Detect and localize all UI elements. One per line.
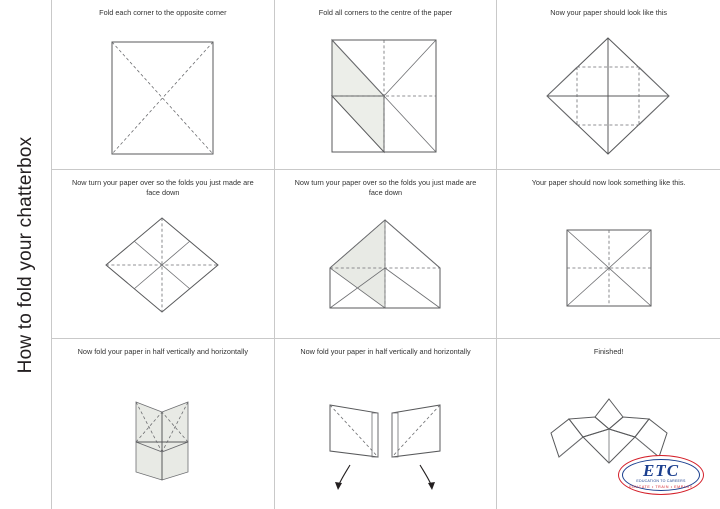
step-cell-2 xyxy=(275,0,498,170)
diagram-square-diagonals xyxy=(100,32,225,162)
page-title: How to fold your chatterbox xyxy=(14,136,36,373)
steps-grid xyxy=(52,0,720,509)
logo-tagline-top: EDUCATION TO CAREERS xyxy=(636,479,686,483)
step-caption: Finished! xyxy=(593,347,624,357)
step-caption: Now fold your paper in half vertically and horizontally xyxy=(77,347,248,357)
logo-wordmark: ETC xyxy=(642,461,680,480)
step-cell-5 xyxy=(275,170,498,340)
step-caption: Fold all corners to the centre of the paper xyxy=(318,8,453,17)
step-cell-8 xyxy=(275,339,498,509)
step-figure-8 xyxy=(281,369,491,505)
diagram-folded-3d-left xyxy=(100,380,225,495)
etc-logo xyxy=(618,455,704,495)
step-figure-1 xyxy=(58,30,268,165)
step-figure-2 xyxy=(281,30,491,165)
step-caption: Now turn your paper over so the folds you just made are face down xyxy=(71,177,254,198)
diagram-open-flaps-with-arrows xyxy=(310,377,460,497)
step-figure-4 xyxy=(58,200,268,335)
diagram-diamond-crossfold xyxy=(100,212,225,322)
vertical-title-bar xyxy=(0,0,52,509)
step-figure-5 xyxy=(281,200,491,335)
step-cell-7 xyxy=(52,339,275,509)
step-cell-1 xyxy=(52,0,275,170)
diagram-square-eightfold xyxy=(549,212,669,322)
step-figure-3 xyxy=(503,30,714,165)
diagram-corners-folded-in xyxy=(320,32,450,162)
step-caption: Now turn your paper over so the folds you just made are face down xyxy=(294,177,477,198)
step-caption: Your paper should now look something like this. xyxy=(531,177,686,187)
step-cell-3 xyxy=(497,0,720,170)
step-caption: Now fold your paper in half vertically and horizontally xyxy=(300,347,471,357)
step-figure-6 xyxy=(503,200,714,335)
step-figure-7 xyxy=(58,369,268,505)
diagram-diamond-flap xyxy=(320,212,450,322)
logo-tagline-bottom: EDUCATE • TRAIN • EMPLOY xyxy=(629,485,693,489)
step-cell-4 xyxy=(52,170,275,340)
step-caption: Fold each corner to the opposite corner xyxy=(99,8,227,17)
step-cell-6 xyxy=(497,170,720,340)
diagram-diamond-quarters xyxy=(541,32,676,162)
step-caption: Now your paper should look like this xyxy=(550,8,668,17)
